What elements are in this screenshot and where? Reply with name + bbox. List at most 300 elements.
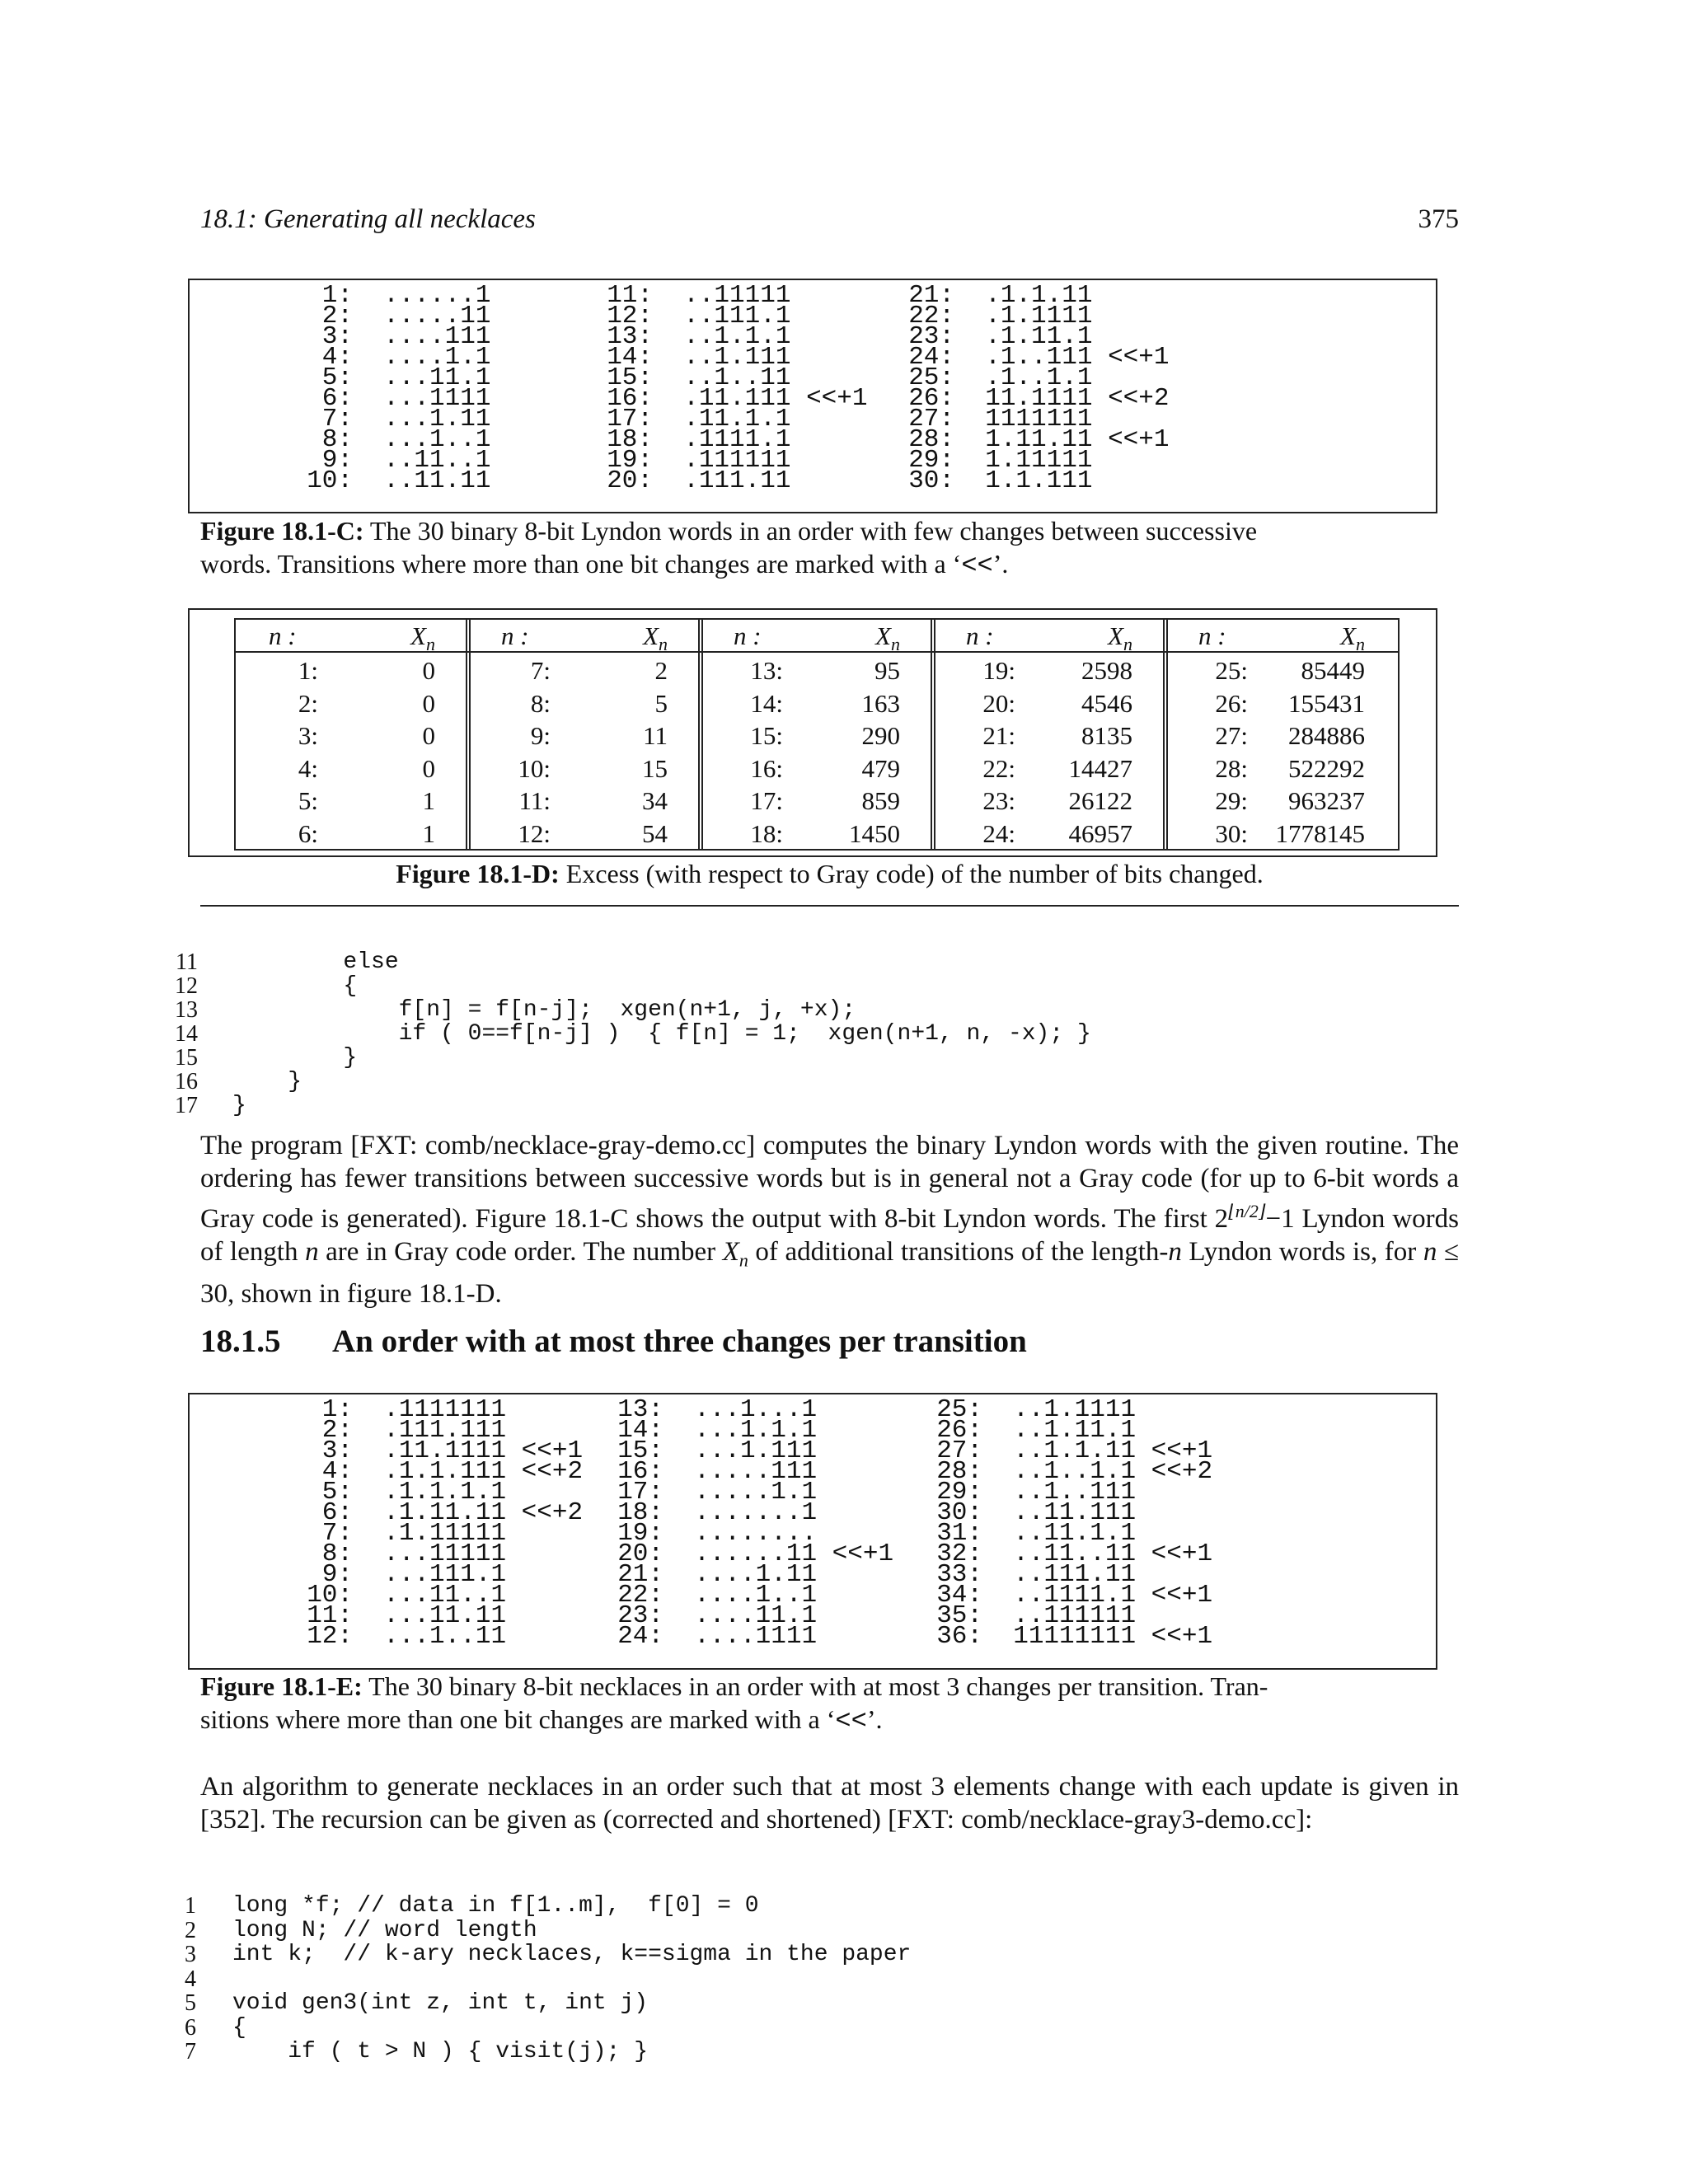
word-value: ..11..1 (383, 446, 491, 475)
word-value: .1.11.1 (985, 322, 1093, 351)
word-row (595, 466, 867, 495)
word-index: 3: (321, 1436, 353, 1465)
caption-text: The 30 binary 8-bit necklaces in an order with at most 3 changes per transition. Tran- (362, 1671, 1268, 1701)
word-value: ..1.1.1 (683, 322, 791, 351)
word-value: ..1..1.1 (1013, 1457, 1137, 1486)
code-line: int k; // k-ary necklaces, k==sigma in the paper (232, 1942, 912, 1967)
word-value: .1111111 (383, 1395, 507, 1424)
table-cell-x: 4546 (1081, 688, 1132, 718)
word-column (897, 281, 1170, 495)
word-index: 20: (607, 466, 653, 495)
table-cell-x: 1 (422, 786, 435, 815)
section-rule (200, 905, 1459, 907)
header-x (410, 621, 435, 655)
word-index: 13: (607, 322, 653, 351)
math-var: n (1423, 1237, 1437, 1267)
table-cell-x: 46957 (1068, 818, 1132, 848)
word-index: 15: (607, 363, 653, 392)
excess-table (234, 618, 1400, 851)
word-value: ....1.11 (694, 1560, 818, 1589)
caption-label: Figure 18.1-D: (396, 859, 560, 888)
word-value: ...11..1 (383, 1581, 507, 1610)
table-cell-x: 479 (861, 753, 900, 783)
code-line: long N; // word length (232, 1917, 537, 1943)
code-line-number: 5 (185, 1990, 196, 2016)
word-value: 1.11111 (985, 446, 1093, 475)
word-index: 17: (607, 405, 653, 434)
word-index: 21: (908, 281, 954, 310)
word-index: 16: (617, 1457, 663, 1486)
table-cell-n: 14: (750, 688, 783, 718)
code-line: } (232, 1093, 246, 1118)
table-cell-x: 163 (861, 688, 900, 718)
code-line: } (232, 1045, 358, 1071)
word-value: ..1111.1 (1013, 1581, 1137, 1610)
math-var: X (722, 1237, 739, 1267)
word-spacer (954, 466, 985, 495)
code-line: { (232, 2014, 246, 2041)
word-index: 2: (321, 1416, 353, 1445)
word-value: ....1..1 (694, 1581, 818, 1610)
word-index: 24: (908, 343, 954, 372)
word-index: 4: (321, 1457, 353, 1486)
table-cell-x: 0 (422, 656, 435, 685)
word-spacer (1136, 1540, 1151, 1568)
table-cell-n: 15: (750, 721, 783, 750)
text-run: are in Gray code order. The number (318, 1237, 723, 1267)
table-cell-n: 18: (750, 818, 783, 848)
word-value: ..111.11 (1013, 1560, 1137, 1589)
word-row (295, 466, 491, 495)
table-cell-x: 859 (861, 786, 900, 815)
table-cell-n: 28: (1215, 753, 1248, 783)
math-var: n (305, 1237, 319, 1267)
table-cell-x: 290 (861, 721, 900, 750)
table-header (1165, 620, 1398, 653)
code-line: if ( t > N ) { visit(j); } (232, 2039, 649, 2064)
caption-text: Excess (with respect to Gray code) of the number of bits changed. (559, 859, 1264, 888)
word-index: 31: (936, 1519, 982, 1548)
caption-text: The 30 binary 8-bit Lyndon words in an order with few changes between successive (363, 516, 1258, 546)
word-index: 29: (908, 446, 954, 475)
word-index: 25: (908, 363, 954, 392)
code-line-number: 4 (185, 1966, 196, 1992)
table-cell-x: 14427 (1068, 753, 1132, 783)
table-cell-x: 95 (874, 656, 900, 685)
word-index: 27: (936, 1436, 982, 1465)
word-value: ..11111 (683, 281, 791, 310)
word-value: ..1..111 (1013, 1478, 1137, 1507)
word-value: ..1.111 (683, 343, 791, 372)
word-index: 30: (936, 1498, 982, 1527)
table-cell-n: 13: (750, 656, 783, 685)
word-value: ....1.1 (383, 343, 491, 372)
word-index: 24: (617, 1622, 663, 1651)
word-value: .1.1.11 (985, 281, 1093, 310)
table-cell-x: 85449 (1301, 656, 1365, 685)
word-index: 22: (617, 1581, 663, 1610)
word-index: 34: (936, 1581, 982, 1610)
word-value: 1.1.111 (985, 466, 1093, 495)
word-value: ...111.1 (383, 1560, 507, 1589)
word-value: .1..1.1 (985, 363, 1093, 392)
word-index: 7: (321, 1519, 353, 1548)
word-index: 33: (936, 1560, 982, 1589)
code-line-number: 15 (175, 1045, 198, 1071)
word-value: ..1.1111 (1013, 1395, 1137, 1424)
word-spacer (1092, 343, 1108, 372)
caption-mark: << (961, 551, 993, 581)
word-spacer (1136, 1457, 1151, 1486)
table-cell-x: 284886 (1288, 721, 1365, 750)
word-index: 32: (936, 1540, 982, 1568)
word-value: .111.11 (683, 466, 791, 495)
transition-mark: <<+2 (521, 1457, 584, 1486)
transition-mark: <<+1 (1108, 343, 1170, 372)
math-var: n (1168, 1237, 1182, 1267)
transition-mark: <<+1 (1151, 1540, 1213, 1568)
table-cell-n: 21: (982, 721, 1015, 750)
word-index: 28: (936, 1457, 982, 1486)
figure-18-1-d-caption (200, 857, 1459, 890)
code-line-number: 12 (175, 973, 198, 999)
transition-mark: <<+1 (806, 384, 868, 413)
header-x-var: X (410, 621, 426, 650)
word-index: 14: (617, 1416, 663, 1445)
table-cell-x: 155431 (1288, 688, 1365, 718)
caption-text: words. Transitions where more than one bit changes are marked with a ‘ (200, 549, 962, 579)
word-value: .......1 (694, 1498, 818, 1527)
table-cell-n: 8: (530, 688, 551, 718)
word-value: .....1.1 (694, 1478, 818, 1507)
word-spacer (1136, 1622, 1151, 1651)
word-index: 36: (936, 1622, 982, 1651)
word-column (925, 1395, 1213, 1651)
table-column-group (468, 620, 701, 849)
word-value: ...1..1 (383, 425, 491, 454)
word-index: 19: (617, 1519, 663, 1548)
table-cell-n: 7: (530, 656, 551, 685)
header-n: n : (1198, 621, 1226, 650)
word-spacer (353, 1622, 383, 1651)
word-value: ....11.1 (694, 1601, 818, 1630)
word-index: 13: (617, 1395, 663, 1424)
table-cell-x: 26122 (1068, 786, 1132, 815)
word-value: .111111 (683, 446, 791, 475)
code-line-number: 7 (185, 2039, 196, 2064)
header-x-sub: n (659, 634, 668, 655)
caption-label: Figure 18.1-C: (200, 516, 364, 546)
table-cell-n: 4: (298, 753, 318, 783)
code-line-number: 3 (185, 1942, 196, 1967)
word-index: 15: (617, 1436, 663, 1465)
word-spacer (1136, 1581, 1151, 1610)
table-cell-x: 2598 (1081, 656, 1132, 685)
word-index: 17: (617, 1478, 663, 1507)
table-cell-n: 22: (982, 753, 1015, 783)
table-cell-n: 2: (298, 688, 318, 718)
table-column-group (701, 620, 933, 849)
header-x-var: X (1108, 621, 1123, 650)
word-index: 8: (321, 1540, 353, 1568)
word-spacer (790, 384, 806, 413)
word-value: .1.11111 (383, 1519, 507, 1548)
word-index: 9: (321, 446, 353, 475)
word-index: 25: (936, 1395, 982, 1424)
word-spacer (506, 1457, 522, 1486)
word-index: 16: (607, 384, 653, 413)
table-column-group (236, 620, 468, 849)
word-index: 7: (321, 405, 353, 434)
transition-mark: <<+1 (1151, 1581, 1213, 1610)
header-x-var: X (1340, 621, 1356, 650)
transition-mark: <<+1 (1151, 1622, 1213, 1651)
transition-mark: <<+2 (1108, 384, 1170, 413)
word-value: .1.1.1.1 (383, 1478, 507, 1507)
table-cell-n: 6: (298, 818, 318, 848)
word-index: 11: (607, 281, 653, 310)
word-value: ..1.1.11 (1013, 1436, 1137, 1465)
word-value: ...11.11 (383, 1601, 507, 1630)
word-value: ...11.1 (383, 363, 491, 392)
header-x (875, 621, 900, 655)
table-cell-x: 0 (422, 721, 435, 750)
table-cell-x: 2 (654, 656, 668, 685)
transition-mark: <<+1 (1108, 425, 1170, 454)
table-header (701, 620, 933, 653)
caption-text: ’. (992, 549, 1009, 579)
math-subscript: n (738, 1249, 748, 1271)
header-n: n : (269, 621, 297, 650)
table-cell-x: 34 (642, 786, 668, 815)
code-line: long *f; // data in f[1..m], f[0] = 0 (232, 1893, 759, 1919)
word-row (897, 466, 1169, 495)
word-index: 5: (321, 1478, 353, 1507)
word-value: .11.111 (683, 384, 791, 413)
header-n: n : (966, 621, 994, 650)
word-value: ...1.1.1 (694, 1416, 818, 1445)
figure-18-1-c-caption (200, 514, 1459, 583)
table-cell-n: 20: (982, 688, 1015, 718)
word-index: 6: (321, 384, 353, 413)
table-cell-n: 16: (750, 753, 783, 783)
word-value: ......1 (383, 281, 491, 310)
table-cell-n: 5: (298, 786, 318, 815)
table-cell-n: 12: (518, 818, 551, 848)
word-value: ...11111 (383, 1540, 507, 1568)
word-index: 6: (321, 1498, 353, 1527)
table-cell-x: 8135 (1081, 721, 1132, 750)
transition-mark: <<+2 (521, 1498, 584, 1527)
table-cell-n: 10: (518, 753, 551, 783)
word-row (606, 1622, 893, 1651)
word-index: 14: (607, 343, 653, 372)
word-index: 21: (617, 1560, 663, 1589)
table-cell-x: 1778145 (1275, 818, 1365, 848)
word-index: 29: (936, 1478, 982, 1507)
word-column (595, 281, 868, 495)
header-x (643, 621, 668, 655)
header-x-var: X (643, 621, 659, 650)
word-spacer (982, 1622, 1013, 1651)
word-value: 11.1111 (985, 384, 1093, 413)
word-value: ..11.111 (1013, 1498, 1137, 1527)
word-index: 26: (908, 384, 954, 413)
word-value: ..1..11 (683, 363, 791, 392)
word-index: 26: (936, 1416, 982, 1445)
running-head: 18.1: Generating all necklaces (200, 204, 536, 234)
transition-mark: <<+1 (832, 1540, 894, 1568)
word-value: .....111 (694, 1457, 818, 1486)
word-value: .111.111 (383, 1416, 507, 1445)
word-index: 12: (307, 1622, 353, 1651)
header-x-sub: n (1123, 634, 1132, 655)
word-spacer (1092, 384, 1108, 413)
table-cell-x: 5 (654, 688, 668, 718)
table-column-group (933, 620, 1165, 849)
word-index: 4: (321, 343, 353, 372)
table-cell-n: 1: (298, 656, 318, 685)
transition-mark: <<+1 (1151, 1436, 1213, 1465)
page-number: 375 (1418, 204, 1459, 234)
header-x-var: X (875, 621, 891, 650)
caption-label: Figure 18.1-E: (200, 1671, 363, 1701)
caption-text: ’. (866, 1704, 883, 1734)
word-value: .1111.1 (683, 425, 791, 454)
table-cell-n: 27: (1215, 721, 1248, 750)
table-cell-n: 23: (982, 786, 1015, 815)
word-value: ....111 (383, 322, 491, 351)
word-index: 18: (607, 425, 653, 454)
word-spacer (653, 466, 683, 495)
word-row (925, 1622, 1213, 1651)
word-index: 23: (617, 1601, 663, 1630)
word-index: 8: (321, 425, 353, 454)
word-value: ..11.1.1 (1013, 1519, 1137, 1548)
text-run: ≤ 30, shown in figure 18.1-D. (200, 1237, 1459, 1309)
code-line: if ( 0==f[n-j] ) { f[n] = 1; xgen(n+1, n, -x); } (232, 1021, 1091, 1047)
header-x-sub: n (891, 634, 900, 655)
word-value: 1.11.11 (985, 425, 1093, 454)
word-index: 9: (321, 1560, 353, 1589)
table-cell-n: 11: (518, 786, 551, 815)
word-value: ..1.11.1 (1013, 1416, 1137, 1445)
word-value: ...1..11 (383, 1622, 507, 1651)
word-index: 3: (321, 322, 353, 351)
caption-text: sitions where more than one bit changes are marked with a ‘ (200, 1704, 836, 1734)
table-cell-n: 9: (530, 721, 551, 750)
code-line-number: 11 (176, 949, 198, 975)
word-index: 19: (607, 446, 653, 475)
table-header (236, 620, 468, 653)
word-index: 11: (307, 1601, 353, 1630)
code-line: } (232, 1069, 302, 1094)
section-number: 18.1.5 (200, 1324, 281, 1359)
exponent: ⌊n/2⌋ (1228, 1201, 1266, 1221)
table-cell-x: 1 (422, 818, 435, 848)
word-index: 1: (321, 281, 353, 310)
code-line-number: 2 (185, 1917, 196, 1943)
word-value: ...1111 (383, 384, 491, 413)
word-index: 30: (908, 466, 954, 495)
word-value: .....11 (383, 302, 491, 330)
body-paragraph-1 (200, 1129, 1459, 1310)
table-cell-n: 29: (1215, 786, 1248, 815)
body-paragraph-2: An algorithm to generate necklaces in an order such that at most 3 elements change with each update is given in [352]. The recursion can be given as (corrected and shortened) [FXT: comb/necklace-gray3-demo.cc]: (200, 1772, 1459, 1835)
table-cell-x: 15 (642, 753, 668, 783)
word-value: .1.11.11 (383, 1498, 507, 1527)
text-run: Lyndon words is, for (1181, 1237, 1423, 1267)
word-value: 11111111 (1013, 1622, 1137, 1651)
figure-18-1-e-caption (200, 1670, 1459, 1738)
table-cell-n: 25: (1215, 656, 1248, 685)
word-value: .1..111 (985, 343, 1093, 372)
word-column (295, 281, 491, 495)
text-run: The program [FXT: comb/necklace-gray-demo.cc] computes the binary Lyndon words with the given routine. The ordering has fewer transitions between successive words but is in general not a Gray code (for up to 6-bit words a Gray code is generated). Figure 18.1-C shows the output with 8-bit Lyndon words. The first 2 (200, 1131, 1459, 1234)
caption-mark: << (835, 1706, 867, 1736)
header-x (1108, 621, 1132, 655)
table-cell-x: 522292 (1288, 753, 1365, 783)
code-line: else (232, 949, 399, 975)
table-header (468, 620, 701, 653)
header-n: n : (501, 621, 529, 650)
word-column (606, 1395, 894, 1651)
code-line-number: 13 (175, 997, 198, 1023)
table-cell-x: 0 (422, 688, 435, 718)
code-line-number: 1 (185, 1893, 196, 1919)
word-value: ...1.111 (694, 1436, 818, 1465)
text-run: of additional transitions of the length- (748, 1237, 1169, 1267)
word-index: 12: (607, 302, 653, 330)
word-index: 5: (321, 363, 353, 392)
code-line: void gen3(int z, int t, int j) (232, 1990, 649, 2016)
word-value: ....1111 (694, 1622, 818, 1651)
table-cell-n: 17: (750, 786, 783, 815)
header-x-sub: n (426, 634, 435, 655)
table-header (933, 620, 1165, 653)
header-x-sub: n (1356, 634, 1365, 655)
table-cell-x: 0 (422, 753, 435, 783)
word-index: 10: (307, 466, 353, 495)
word-value: ..11.11 (383, 466, 491, 495)
word-row (295, 1622, 583, 1651)
word-value: ...1.11 (383, 405, 491, 434)
section-title-text: An order with at most three changes per transition (332, 1324, 1027, 1359)
code-line-number: 16 (175, 1069, 198, 1094)
transition-mark: <<+1 (521, 1436, 584, 1465)
word-column (295, 1395, 584, 1651)
table-cell-x: 54 (642, 818, 668, 848)
code-line: { (232, 973, 358, 999)
word-value: ..11..11 (1013, 1540, 1137, 1568)
word-value: 1111111 (985, 405, 1093, 434)
table-cell-x: 963237 (1288, 786, 1365, 815)
word-spacer (506, 1498, 522, 1527)
table-cell-n: 26: (1215, 688, 1248, 718)
transition-mark: <<+2 (1151, 1457, 1213, 1486)
word-value: ..111.1 (683, 302, 791, 330)
word-spacer (817, 1540, 832, 1568)
section-heading (200, 1323, 1027, 1360)
word-index: 10: (307, 1581, 353, 1610)
code-line-number: 14 (175, 1021, 198, 1047)
word-value: ..111111 (1013, 1601, 1137, 1630)
code-line-number: 17 (175, 1093, 198, 1118)
header-n: n : (734, 621, 762, 650)
table-cell-n: 19: (982, 656, 1015, 685)
word-index: 23: (908, 322, 954, 351)
code-line-number: 6 (185, 2014, 196, 2041)
